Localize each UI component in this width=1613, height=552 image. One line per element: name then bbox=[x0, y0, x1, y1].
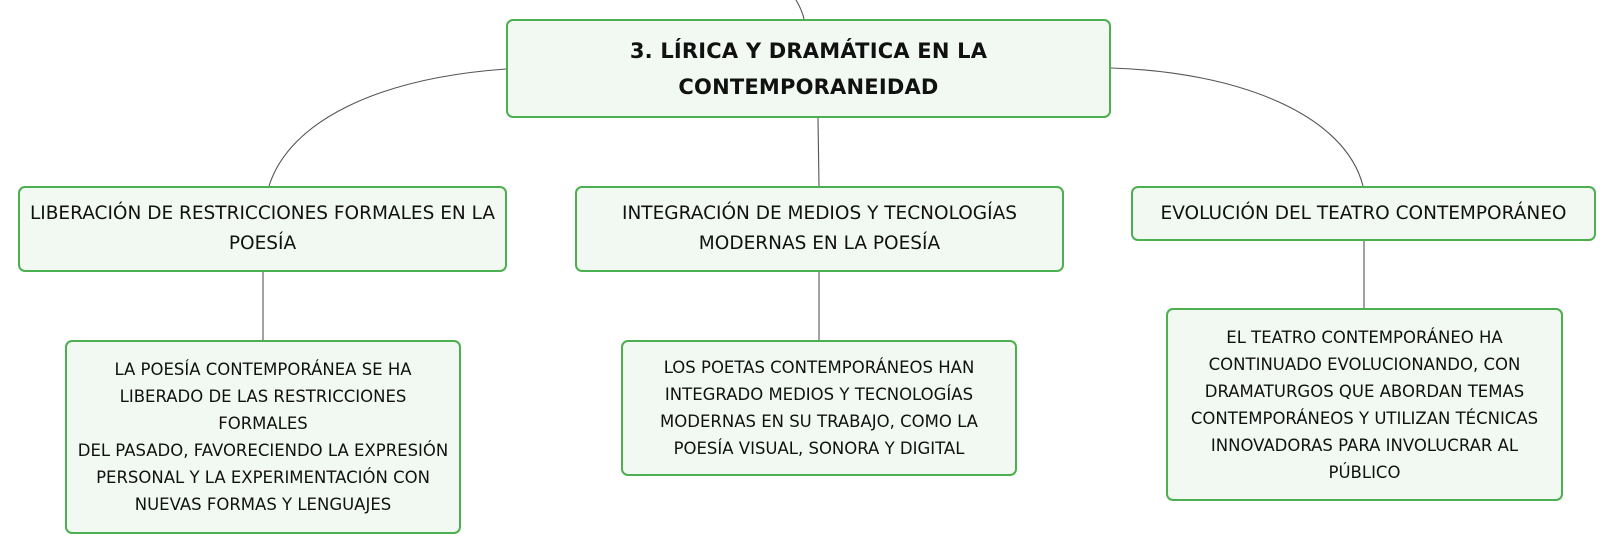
detail-line: CONTEMPORÁNEOS Y UTILIZAN TÉCNICAS bbox=[1190, 408, 1539, 428]
connector-root-to-branch-2 bbox=[818, 118, 819, 186]
detail-line: PERSONAL Y LA EXPERIMENTACIÓN CON bbox=[96, 468, 430, 487]
detail-line: INTEGRADO MEDIOS Y TECNOLOGÍAS bbox=[664, 385, 974, 404]
detail-line: EL TEATRO CONTEMPORÁNEO HA bbox=[1226, 327, 1503, 347]
detail-line: LOS POETAS CONTEMPORÁNEOS HAN bbox=[663, 358, 975, 377]
branch-topic-liberacion[interactable] bbox=[18, 186, 507, 272]
branch-topic-line: LIBERACIÓN DE RESTRICCIONES FORMALES EN LA bbox=[29, 203, 496, 224]
branch-topic-line: MODERNAS EN LA POESÍA bbox=[698, 233, 941, 254]
detail-line: DEL PASADO, FAVORECIENDO LA EXPRESIÓN bbox=[77, 441, 449, 460]
detail-text bbox=[660, 354, 978, 462]
detail-node-integracion[interactable] bbox=[621, 340, 1017, 476]
branch-topic-line: INTEGRACIÓN DE MEDIOS Y TECNOLOGÍAS bbox=[622, 203, 1017, 224]
detail-line: CONTINUADO EVOLUCIONANDO, CON bbox=[1208, 354, 1521, 374]
detail-line: MODERNAS EN SU TRABAJO, COMO LA bbox=[660, 412, 978, 431]
detail-line: NUEVAS FORMAS Y LENGUAJES bbox=[134, 495, 392, 514]
detail-node-liberacion[interactable] bbox=[65, 340, 461, 534]
detail-line: INNOVADORAS PARA INVOLUCRAR AL bbox=[1210, 435, 1519, 455]
branch-topic-text bbox=[1161, 199, 1567, 229]
detail-text bbox=[1191, 324, 1538, 486]
branch-topic-evolucion[interactable] bbox=[1131, 186, 1596, 241]
detail-text bbox=[73, 356, 453, 518]
detail-line: LA POESÍA CONTEMPORÁNEA SE HA bbox=[114, 360, 412, 379]
branch-topic-text bbox=[30, 199, 495, 259]
detail-line: DRAMATURGOS QUE ABORDAN TEMAS bbox=[1204, 381, 1525, 401]
branch-topic-text bbox=[622, 199, 1017, 259]
central-topic-line: 3. LÍRICA Y DRAMÁTICA EN LA bbox=[629, 38, 988, 63]
central-topic-line: CONTEMPORANEIDAD bbox=[678, 74, 939, 99]
branch-topic-line: EVOLUCIÓN DEL TEATRO CONTEMPORÁNEO bbox=[1160, 202, 1567, 224]
detail-line: LIBERADO DE LAS RESTRICCIONES FORMALES bbox=[119, 387, 407, 433]
detail-node-evolucion[interactable] bbox=[1166, 308, 1563, 501]
connector-incoming-root bbox=[796, 0, 804, 19]
branch-topic-line: POESÍA bbox=[228, 233, 297, 254]
connector-root-to-branch-1 bbox=[269, 69, 506, 186]
central-topic-text bbox=[630, 33, 987, 105]
detail-line: POESÍA VISUAL, SONORA Y DIGITAL bbox=[673, 439, 965, 458]
central-topic[interactable] bbox=[506, 19, 1111, 118]
branch-topic-integracion[interactable] bbox=[575, 186, 1064, 272]
detail-line: PÚBLICO bbox=[1328, 462, 1401, 482]
connector-root-to-branch-3 bbox=[1111, 68, 1363, 186]
